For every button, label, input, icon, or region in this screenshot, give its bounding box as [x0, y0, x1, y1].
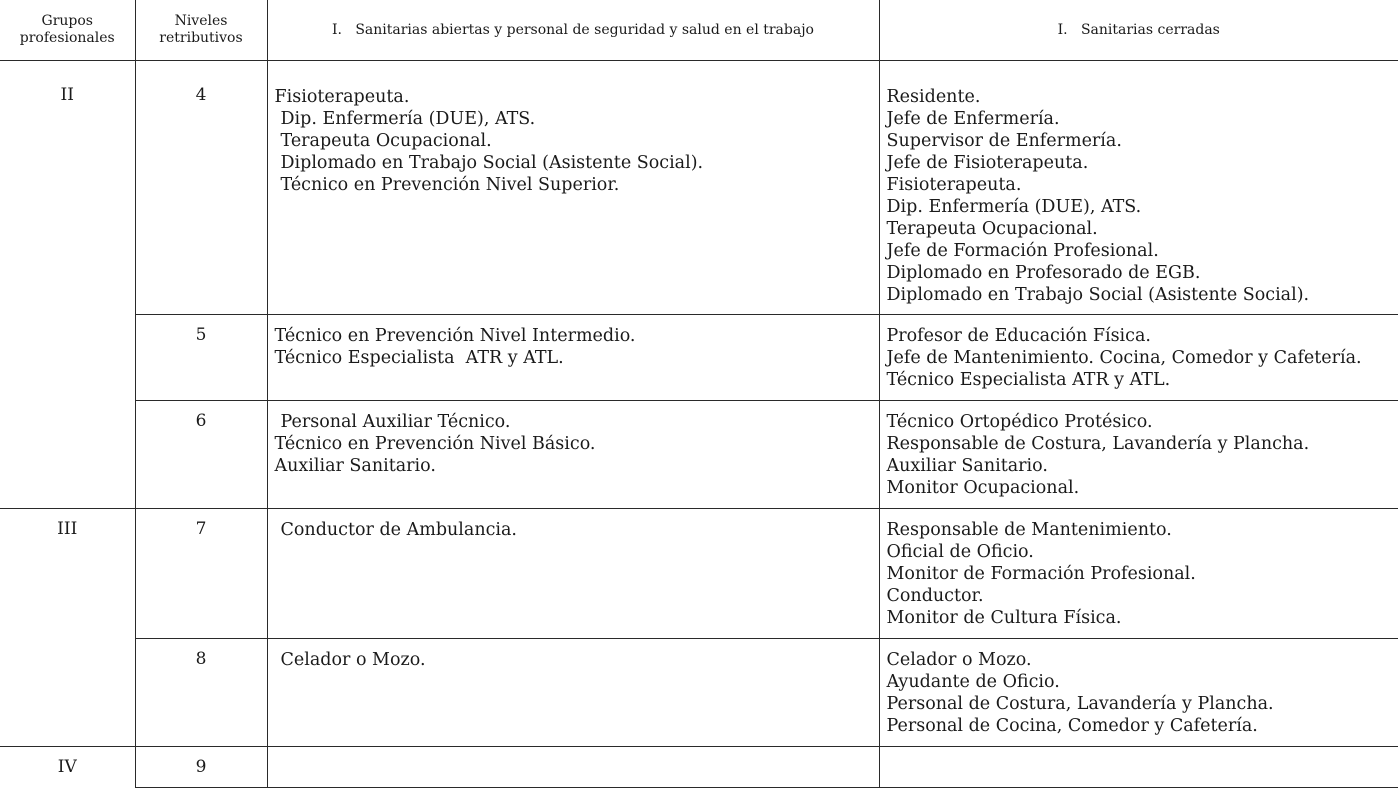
- open-jobs-cell: [267, 401, 879, 509]
- job-item: Conductor de Ambulancia.: [280, 520, 517, 540]
- closed-jobs-cell: [879, 61, 1398, 315]
- job-item: Jefe de Fisioterapeuta.: [886, 153, 1089, 173]
- job-item: Supervisor de Enfermería.: [886, 131, 1122, 151]
- header-closed-label: I. Sanitarias cerradas: [1057, 21, 1220, 38]
- job-item: Celador o Mozo.: [886, 650, 1032, 670]
- job-item: Fisioterapeuta.: [886, 175, 1022, 195]
- level-value: 4: [195, 85, 207, 105]
- job-item: Jefe de Formación Profesional.: [886, 241, 1159, 261]
- job-item: Técnico Especialista ATR y ATL.: [886, 370, 1171, 390]
- table-row: [0, 61, 1398, 315]
- job-item: Terapeuta Ocupacional.: [280, 131, 492, 151]
- job-item: Auxiliar Sanitario.: [274, 456, 436, 476]
- job-item: Personal de Cocina, Comedor y Cafetería.: [886, 716, 1258, 736]
- level-cell: [135, 747, 267, 788]
- group-cell: [0, 509, 135, 639]
- table-row: [0, 315, 1398, 401]
- level-value: 9: [195, 757, 207, 777]
- job-item: Responsable de Costura, Lavandería y Plancha.: [886, 434, 1310, 454]
- level-value: 5: [195, 325, 207, 345]
- level-cell: [135, 401, 267, 509]
- open-jobs-cell: [267, 509, 879, 639]
- table-row: [0, 401, 1398, 509]
- job-item: Diplomado en Profesorado de EGB.: [886, 263, 1201, 283]
- open-jobs-cell: [267, 61, 879, 315]
- job-item: Jefe de Mantenimiento. Cocina, Comedor y Cafetería.: [886, 348, 1362, 368]
- group-cell: [0, 747, 135, 788]
- group-value: IV: [57, 757, 77, 777]
- level-cell: [135, 639, 267, 747]
- level-value: 8: [195, 649, 207, 669]
- job-item: Técnico en Prevención Nivel Superior.: [280, 175, 620, 195]
- job-item: Diplomado en Trabajo Social (Asistente Social).: [280, 153, 704, 173]
- open-jobs-cell: [267, 747, 879, 788]
- header-groups: [0, 0, 135, 61]
- level-cell: [135, 61, 267, 315]
- job-item: Técnico Ortopédico Protésico.: [886, 412, 1153, 432]
- open-jobs-cell: [267, 639, 879, 747]
- table-row: [0, 747, 1398, 788]
- job-item: Técnico en Prevención Nivel Básico.: [274, 434, 596, 454]
- header-row: [0, 0, 1398, 61]
- job-item: Monitor de Formación Profesional.: [886, 564, 1196, 584]
- job-item: Celador o Mozo.: [280, 650, 426, 670]
- job-item: Dip. Enfermería (DUE), ATS.: [280, 109, 536, 129]
- job-item: Auxiliar Sanitario.: [886, 456, 1048, 476]
- job-item: Técnico en Prevención Nivel Intermedio.: [274, 326, 636, 346]
- job-item: Diplomado en Trabajo Social (Asistente Social).: [886, 285, 1310, 305]
- job-item: Monitor de Cultura Física.: [886, 608, 1122, 628]
- job-item: Oficial de Oficio.: [886, 542, 1034, 562]
- header-closed: [879, 0, 1398, 61]
- group-cell: [0, 401, 135, 509]
- closed-jobs-cell: [879, 747, 1398, 788]
- closed-jobs-cell: [879, 401, 1398, 509]
- group-cell: [0, 315, 135, 401]
- job-item: Conductor.: [886, 586, 984, 606]
- open-jobs-cell: [267, 315, 879, 401]
- level-value: 7: [195, 519, 207, 539]
- job-item: Personal de Costura, Lavandería y Plancha.: [886, 694, 1274, 714]
- table-row: [0, 509, 1398, 639]
- header-open: [267, 0, 879, 61]
- closed-jobs-cell: [879, 315, 1398, 401]
- header-levels-label: Niveles retributivos: [159, 13, 243, 46]
- job-item: Terapeuta Ocupacional.: [886, 219, 1098, 239]
- table-body: [0, 61, 1398, 788]
- job-item: Jefe de Enfermería.: [886, 109, 1060, 129]
- job-item: Técnico Especialista ATR y ATL.: [274, 348, 564, 368]
- level-cell: [135, 509, 267, 639]
- table-row: [0, 639, 1398, 747]
- group-value: II: [60, 85, 74, 105]
- job-item: Personal Auxiliar Técnico.: [280, 412, 511, 432]
- job-item: Responsable de Mantenimiento.: [886, 520, 1172, 540]
- group-cell: [0, 639, 135, 747]
- job-item: Monitor Ocupacional.: [886, 478, 1080, 498]
- header-open-label: I. Sanitarias abiertas y personal de seguridad y salud en el trabajo: [331, 21, 814, 38]
- group-value: III: [57, 519, 78, 539]
- header-groups-label: Grupos profesionales: [19, 13, 115, 46]
- level-value: 6: [195, 411, 207, 431]
- group-cell: [0, 61, 135, 315]
- closed-jobs-cell: [879, 639, 1398, 747]
- job-item: Dip. Enfermería (DUE), ATS.: [886, 197, 1142, 217]
- closed-jobs-cell: [879, 509, 1398, 639]
- level-cell: [135, 315, 267, 401]
- job-item: Ayudante de Oficio.: [886, 672, 1060, 692]
- job-item: Fisioterapeuta.: [274, 87, 410, 107]
- header-levels: [135, 0, 267, 61]
- job-item: Residente.: [886, 87, 981, 107]
- job-item: Profesor de Educación Física.: [886, 326, 1151, 346]
